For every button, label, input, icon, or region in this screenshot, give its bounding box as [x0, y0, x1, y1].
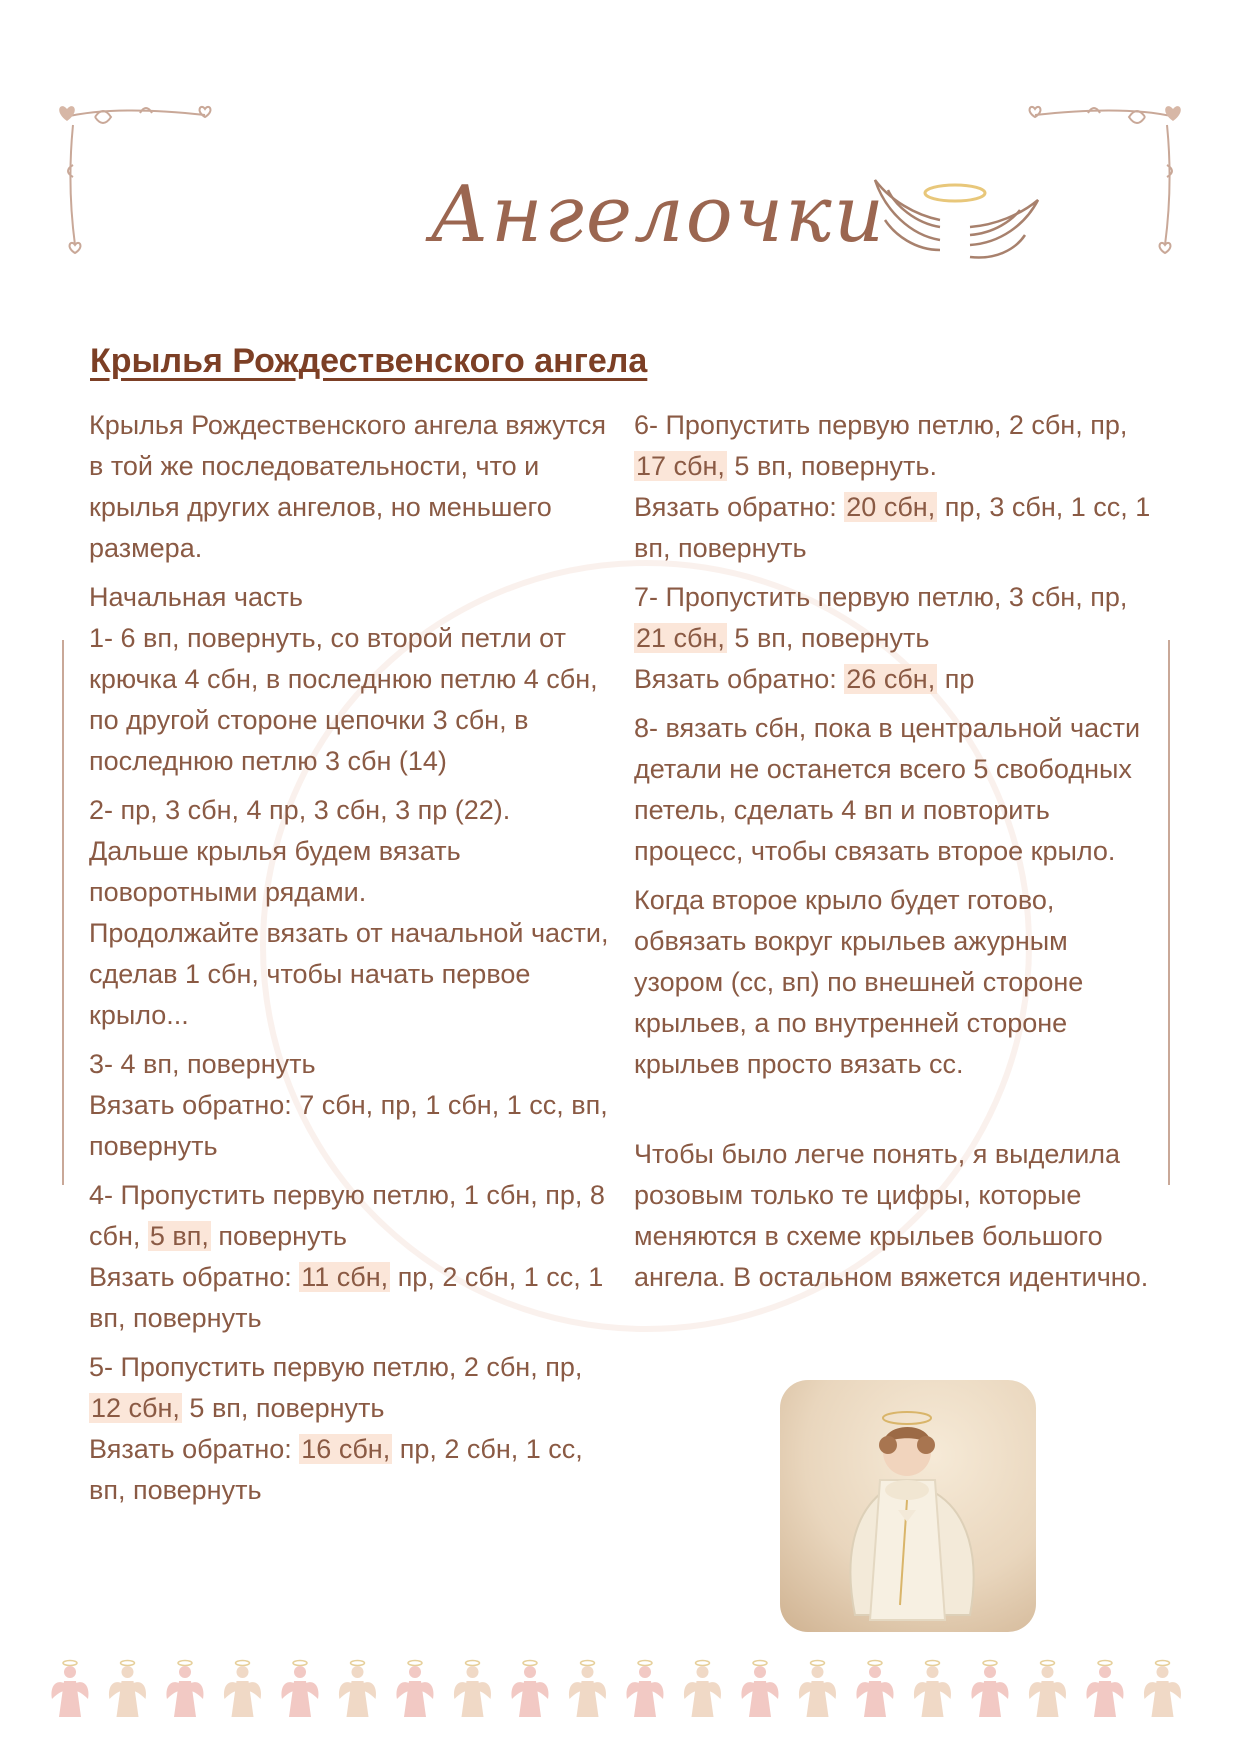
paragraph — [89, 1044, 609, 1167]
text-run: 1- 6 вп, повернуть, со второй петли от крючка 4 сбн, в последнюю петлю 4 сбн, по другой стороне цепочки 3 сбн, в последнюю петлю 3 сбн (14) — [89, 623, 598, 776]
text-run: 3- 4 вп, повернуть — [89, 1049, 316, 1079]
text-run: 2- пр, 3 сбн, 4 пр, 3 сбн, 3 пр (22). — [89, 795, 511, 825]
highlighted-number: 21 сбн, — [636, 623, 725, 653]
angel-ornament-icon — [397, 1661, 434, 1718]
angel-ornament-icon — [282, 1661, 319, 1718]
angel-ornament-icon — [742, 1661, 779, 1718]
text-run: 6- Пропустить первую петлю, 2 сбн, пр, — [634, 410, 1128, 440]
text-run: повернуть — [210, 1221, 347, 1251]
angel-ornament-icon — [684, 1661, 721, 1718]
angel-ornament-icon — [1029, 1661, 1066, 1718]
text-run: Начальная часть — [89, 582, 303, 612]
crochet-angel-photo — [780, 1380, 1036, 1632]
angel-ornament-icon — [109, 1661, 146, 1718]
angel-wings-icon — [860, 165, 1045, 275]
text-run: 5- Пропустить первую петлю, 2 сбн, пр, — [89, 1352, 583, 1382]
right-column — [634, 405, 1154, 1306]
angel-ornament-icon — [512, 1661, 549, 1718]
paragraph — [634, 708, 1154, 872]
angel-ornament-icon — [1144, 1661, 1181, 1718]
text-run: Дальше крылья будем вязать поворотными рядами. — [89, 836, 461, 907]
angel-ornament-icon — [167, 1661, 204, 1718]
page-title: Ангелочки — [430, 170, 886, 260]
angel-ornament-icon — [857, 1661, 894, 1718]
angel-ornament-icon — [52, 1661, 89, 1718]
paragraph — [89, 577, 609, 782]
paragraph — [89, 1175, 609, 1339]
text-run: Крылья Рождественского ангела вяжутся в той же последовательности, что и крылья других ангелов, но меньшего размера. — [89, 410, 606, 563]
angel-ornament-icon — [569, 1661, 606, 1718]
section-heading: Крылья Рождественского ангела — [90, 342, 648, 380]
text-run: Вязать обратно: — [89, 1434, 300, 1464]
text-run: пр, 2 сбн, 1 сс, вп, повернуть — [89, 1434, 583, 1505]
highlighted-number: 26 сбн, — [846, 664, 936, 694]
text-run: Вязать обратно: — [634, 664, 845, 694]
corner-flourish-icon — [55, 95, 225, 265]
angel-ornament-icon — [914, 1661, 951, 1718]
angel-ornament-icon — [799, 1661, 836, 1718]
text-run: Вязать обратно: — [634, 492, 845, 522]
paragraph — [89, 1347, 609, 1511]
angel-ornament-icon — [224, 1661, 261, 1718]
text-run: 7- Пропустить первую петлю, 3 сбн, пр, — [634, 582, 1128, 612]
angel-ornament-icon — [627, 1661, 664, 1718]
highlighted-number: 5 вп, — [149, 1221, 209, 1251]
highlighted-number: 20 сбн, — [846, 492, 936, 522]
paragraph — [89, 405, 609, 569]
text-run: 5 вп, повернуть — [726, 623, 930, 653]
text-run: Когда второе крыло будет готово, обвязать вокруг крыльев ажурным узором (сс, вп) по внешней стороне крыльев, а по внутренней стороне крыльев просто вязать сс. — [634, 885, 1084, 1079]
text-run: Вязать обратно: — [89, 1262, 300, 1292]
angel-ornament-icon — [339, 1661, 376, 1718]
text-run: пр, 3 сбн, 1 сс, 1 вп, повернуть — [634, 492, 1151, 563]
angel-figure-icon — [780, 1380, 1036, 1632]
angel-frieze — [40, 1655, 1200, 1725]
text-run: Продолжайте вязать от начальной части, сделав 1 сбн, чтобы начать первое крыло... — [89, 918, 609, 1030]
text-run: 8- вязать сбн, пока в центральной части детали не останется всего 5 свободных петель, сделать 4 вп и повторить процесс, чтобы связать второе крыло. — [634, 713, 1141, 866]
paragraph — [634, 405, 1154, 569]
text-run: пр — [937, 664, 975, 694]
highlighted-number: 12 сбн, — [91, 1393, 180, 1423]
paragraph — [634, 880, 1154, 1085]
highlighted-number: 11 сбн, — [301, 1262, 389, 1292]
left-column — [89, 405, 609, 1519]
left-margin-line — [62, 640, 64, 1185]
text-run: Вязать обратно: 7 сбн, пр, 1 сбн, 1 сс, вп, повернуть — [89, 1090, 608, 1161]
text-run: 4- Пропустить первую петлю, 1 сбн, пр, 8 сбн, — [89, 1180, 605, 1251]
paragraph — [89, 790, 609, 1036]
highlighted-number: 16 сбн, — [301, 1434, 391, 1464]
right-margin-line — [1168, 640, 1170, 1185]
angel-ornament-icon — [454, 1661, 491, 1718]
text-run: 5 вп, повернуть. — [726, 451, 937, 481]
text-run: Чтобы было легче понять, я выделила розовым только те цифры, которые меняются в схеме крыльев большого ангела. В остальном вяжется идентично. — [634, 1139, 1149, 1292]
text-run: пр, 2 сбн, 1 сс, 1 вп, повернуть — [89, 1262, 604, 1333]
angel-ornament-icon — [1087, 1661, 1124, 1718]
angel-ornament-icon — [972, 1661, 1009, 1718]
text-run: 5 вп, повернуть — [181, 1393, 385, 1423]
highlighted-number: 17 сбн, — [636, 451, 725, 481]
paragraph — [634, 1093, 1154, 1298]
paragraph — [634, 577, 1154, 700]
